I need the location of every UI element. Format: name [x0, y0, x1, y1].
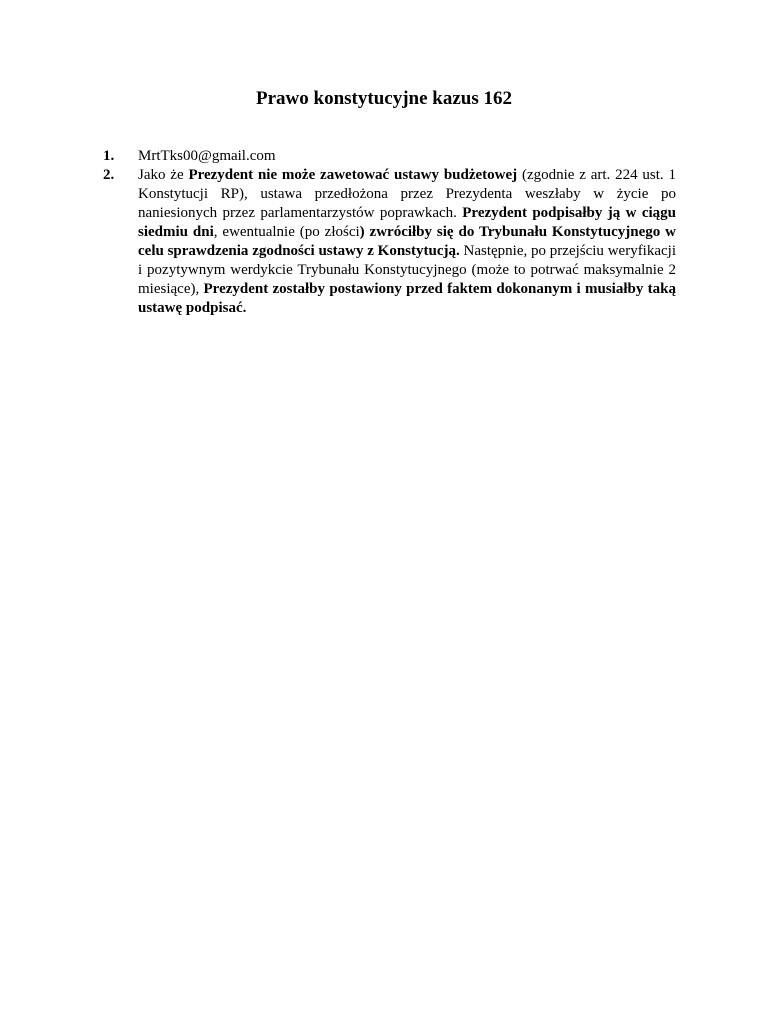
- bold-text-segment: ) zwróciłby się do Trybunału Konstytucyjnego w celu sprawdzenia zgodności ustawy z Konstytucją.: [138, 224, 676, 259]
- email-text: MrtTks00@gmail.com: [138, 148, 276, 164]
- list-item-number: 1.: [103, 148, 115, 164]
- list-item-number: 2.: [103, 167, 115, 183]
- list-item: [103, 147, 676, 166]
- numbered-list: [103, 147, 676, 318]
- text-segment: , ewentualnie (po złości: [213, 224, 360, 240]
- text-segment: Jako że: [138, 167, 189, 183]
- text-segment: (zgodnie z art. 224 ust. 1 Konstytucji RP), ustawa przedłożona przez Prezydenta weszłaby w życie po naniesionych przez parlamentarzystów poprawkach.: [138, 167, 676, 221]
- bold-text-segment: Prezydent podpisałby ją w ciągu siedmiu dni: [138, 205, 676, 240]
- list-item-text: [138, 147, 676, 166]
- document-title: Prawo konstytucyjne kazus 162: [256, 88, 512, 109]
- list-item: [103, 166, 676, 318]
- text-segment: Następnie, po przejściu weryfikacji i pozytywnym werdykcie Trybunału Konstytucyjnego (może to potrwać maksymalnie 2 miesiące),: [138, 243, 677, 297]
- bold-text-segment: Prezydent zostałby postawiony przed faktem dokonanym i musiałby taką ustawę podpisać.: [138, 281, 676, 316]
- bold-text-segment: Prezydent nie może zawetować ustawy budżetowej: [188, 167, 518, 183]
- list-item-text: [138, 166, 676, 318]
